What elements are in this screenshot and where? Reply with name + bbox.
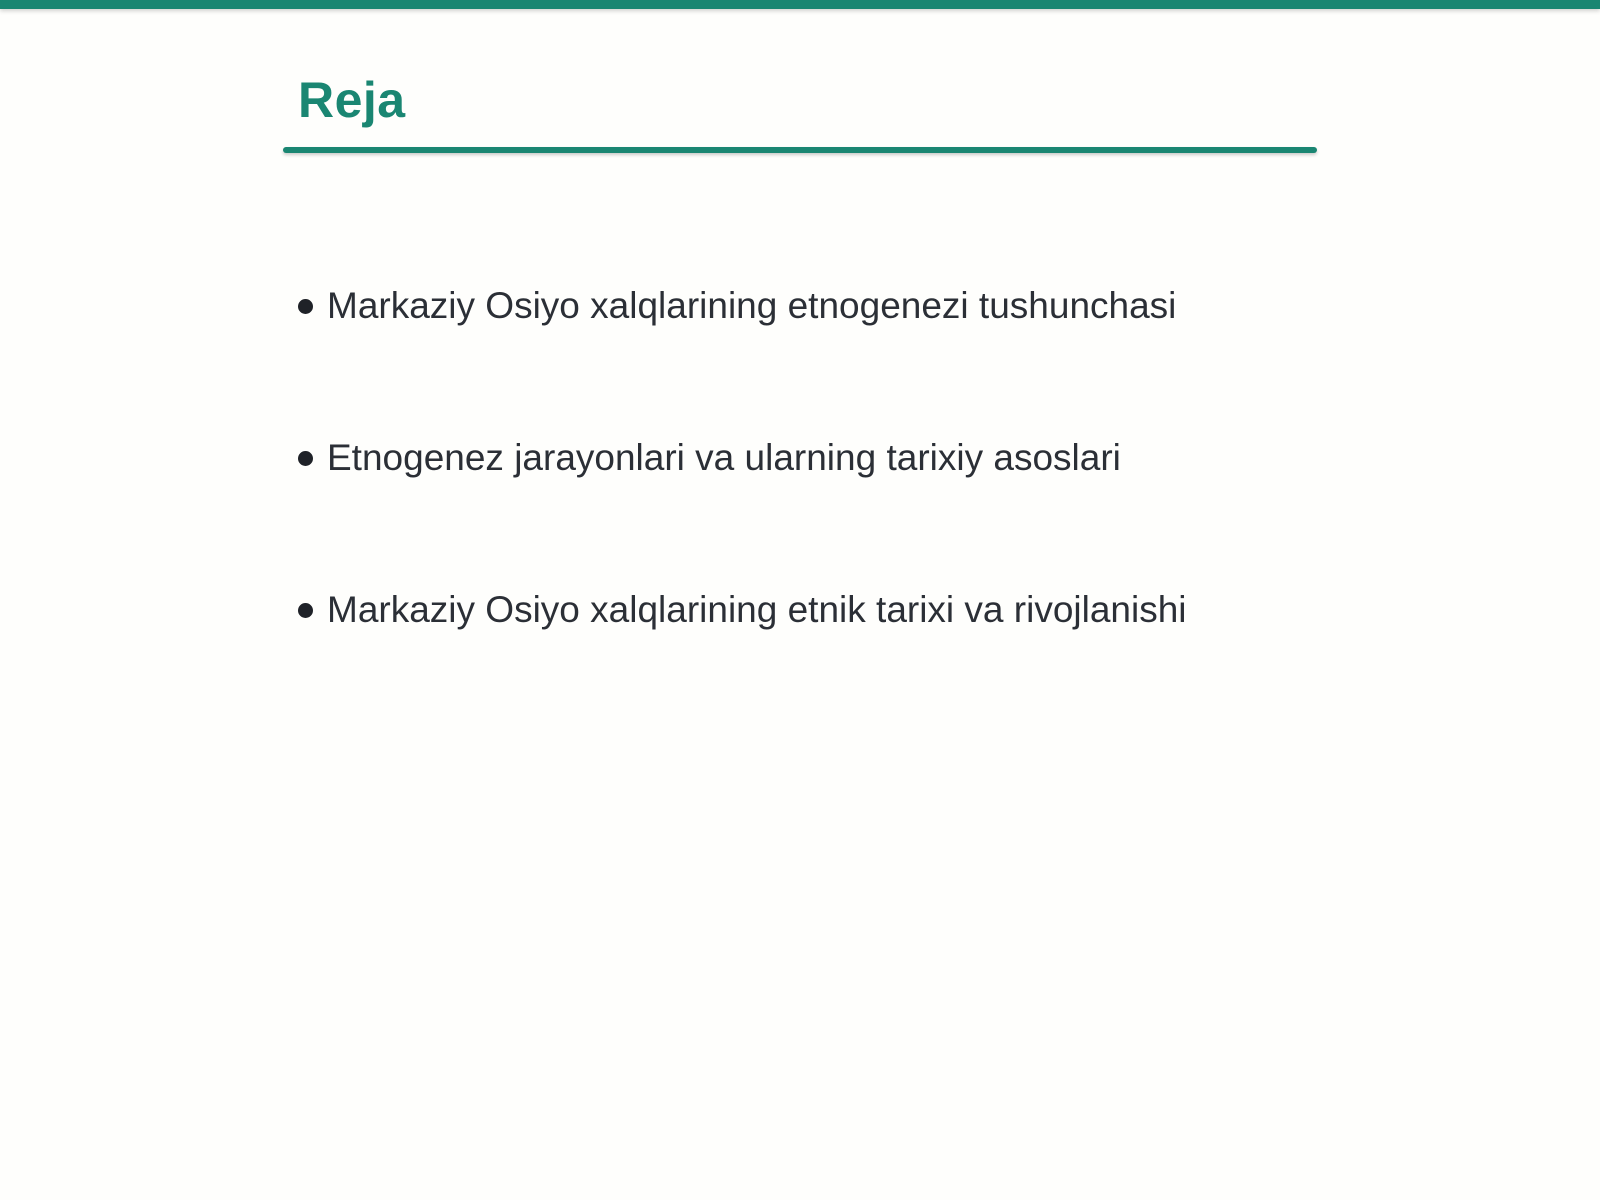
bullet-dot-icon (298, 299, 313, 314)
bullet-item (298, 584, 1187, 636)
bullet-dot-icon (298, 603, 313, 618)
bullet-text: Markaziy Osiyo xalqlarining etnik tarixi va rivojlanishi (327, 589, 1187, 630)
bullet-list (298, 280, 1187, 736)
top-accent-bar (0, 0, 1600, 9)
bullet-item (298, 432, 1187, 484)
bullet-text: Markaziy Osiyo xalqlarining etnogenezi tushunchasi (327, 285, 1177, 326)
bullet-text: Etnogenez jarayonlari va ularning tarixiy asoslari (327, 437, 1121, 478)
bullet-item (298, 280, 1187, 332)
bullet-dot-icon (298, 451, 313, 466)
slide-title: Reja (298, 72, 406, 128)
title-underline (283, 147, 1317, 153)
